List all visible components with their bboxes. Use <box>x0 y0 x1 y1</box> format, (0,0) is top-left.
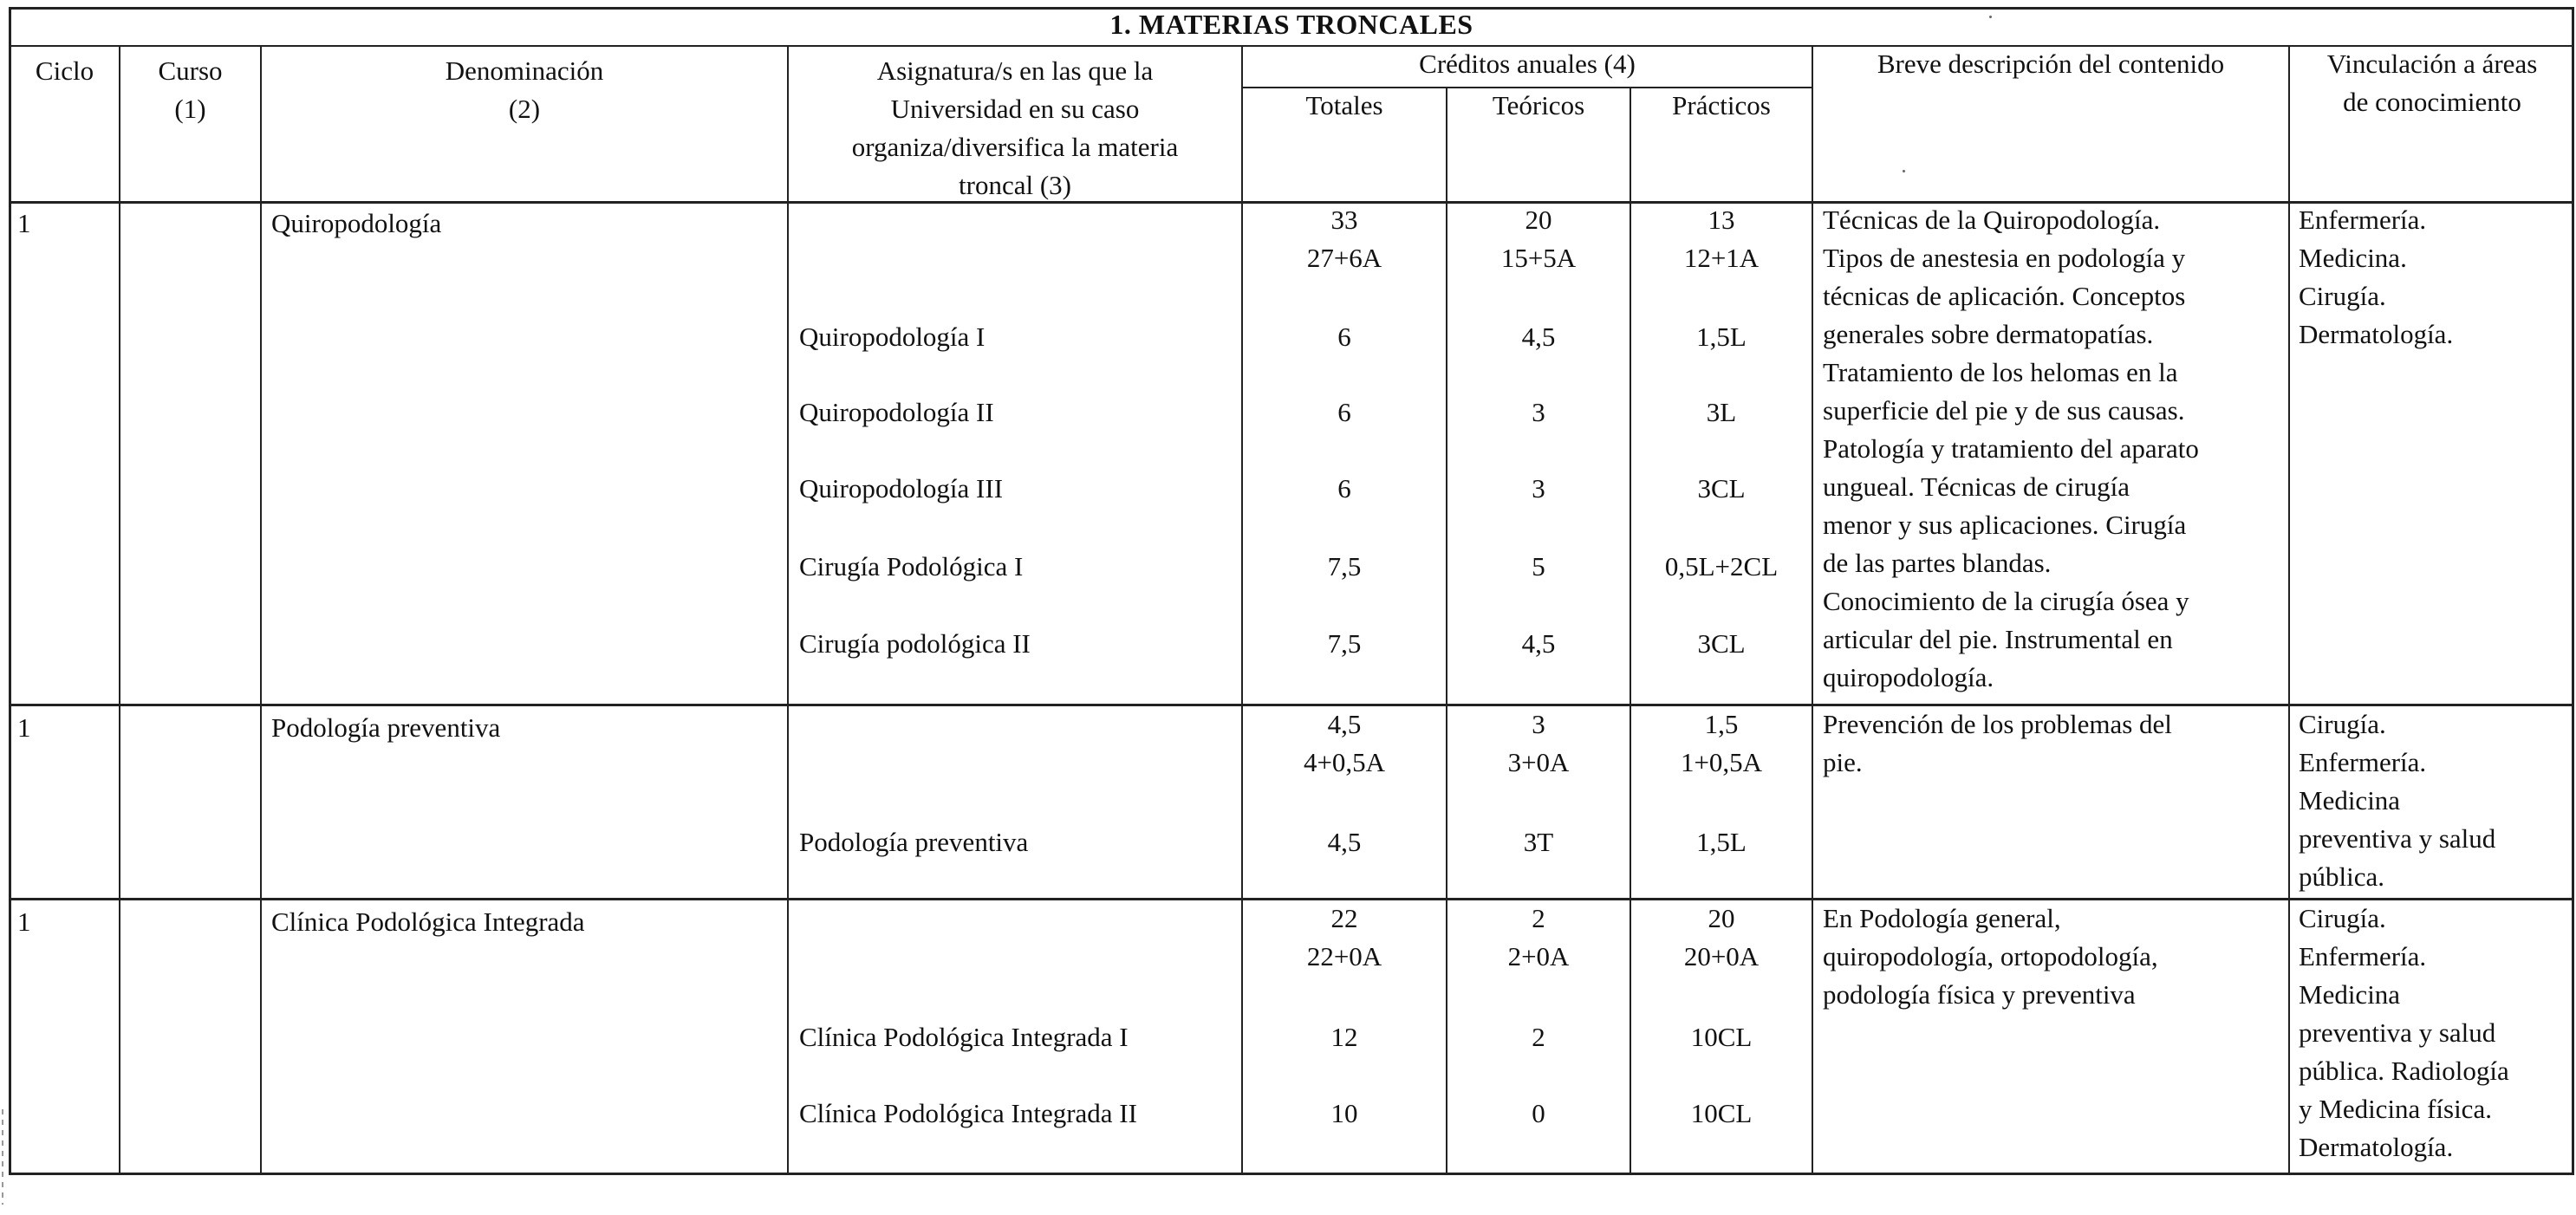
asignatura-teoricos: 5 <box>1532 551 1545 582</box>
materia-ciclo: 1 <box>17 906 31 937</box>
vinculacion-line: preventiva y salud <box>2299 1017 2496 1048</box>
materia-totales <box>1243 900 1446 976</box>
header-asignatura-line: Universidad en su caso <box>890 94 1140 124</box>
vinculacion-line: Cirugía. <box>2299 281 2386 311</box>
materia-denominacion: Clínica Podológica Integrada <box>271 906 585 937</box>
col-rule-3 <box>787 45 789 1175</box>
materia-practicos-line: 20 <box>1708 903 1735 933</box>
header-denominacion-line: Denominación <box>445 55 604 86</box>
descripcion-line: técnicas de aplicación. Conceptos <box>1823 281 2186 311</box>
materia-teoricos-line: 2 <box>1532 903 1545 933</box>
asignatura-nombre: Cirugía podológica II <box>799 628 1031 659</box>
header-creditos: Créditos anuales (4) <box>1419 49 1636 79</box>
asignatura-practicos: 3CL <box>1697 628 1746 659</box>
vinculacion-line: Cirugía. <box>2299 709 2386 739</box>
header-vinculacion-line: de conocimiento <box>2343 87 2521 117</box>
materia-teoricos <box>1447 705 1630 782</box>
header-curso <box>120 52 260 128</box>
descripcion-line: pie. <box>1823 747 1863 777</box>
descripcion-line: En Podología general, <box>1823 903 2061 933</box>
vinculacion-line: pública. <box>2299 861 2384 892</box>
descripcion-line: Tratamiento de los helomas en la <box>1823 357 2178 387</box>
materia-totales-line: 4,5 <box>1327 709 1362 739</box>
vinculacion-line: Dermatología. <box>2299 319 2454 349</box>
materia-totales <box>1243 705 1446 782</box>
header-vinculacion-line: Vinculación a áreas <box>2326 49 2538 79</box>
asignatura-teoricos: 4,5 <box>1521 628 1556 659</box>
header-asignatura-line: Asignatura/s en las que la <box>876 55 1154 86</box>
asignatura-totales: 4,5 <box>1327 827 1362 857</box>
vinculacion-line: preventiva y salud <box>2299 823 2496 854</box>
materia-denominacion: Quiropodología <box>271 208 442 238</box>
asignatura-totales: 7,5 <box>1327 551 1362 582</box>
descripcion-line: Conocimiento de la cirugía ósea y <box>1823 586 2189 616</box>
header-vinculacion <box>2290 45 2574 121</box>
asignatura-totales: 6 <box>1337 397 1351 427</box>
materia-vinculacion <box>2299 900 2509 1166</box>
asignatura-totales: 12 <box>1330 1022 1358 1052</box>
materia-practicos-line: 13 <box>1708 205 1735 235</box>
asignatura-teoricos: 3T <box>1523 827 1554 857</box>
materia-practicos-line: 12+1A <box>1683 243 1760 273</box>
header-curso-line: (1) <box>174 94 206 124</box>
asignatura-teoricos: 4,5 <box>1521 322 1556 352</box>
materia-teoricos-line: 20 <box>1525 205 1552 235</box>
scan-edge-mark <box>2 1109 3 1205</box>
materia-totales-line: 4+0,5A <box>1303 747 1386 777</box>
asignatura-teoricos: 0 <box>1532 1098 1545 1128</box>
vinculacion-line: Medicina. <box>2299 243 2407 273</box>
asignatura-nombre: Cirugía Podológica I <box>799 551 1024 582</box>
vinculacion-line: Enfermería. <box>2299 205 2427 235</box>
asignatura-totales: 10 <box>1330 1098 1358 1128</box>
col-rule-1 <box>119 45 120 1175</box>
materia-ciclo: 1 <box>17 208 31 238</box>
asignatura-nombre: Quiropodología II <box>799 397 994 427</box>
vinculacion-line: Dermatología. <box>2299 1132 2454 1162</box>
header-asignatura-line: organiza/diversifica la materia <box>851 132 1179 162</box>
materia-practicos <box>1631 900 1812 976</box>
header-teoricos: Teóricos <box>1492 90 1585 120</box>
asignatura-teoricos: 3 <box>1532 473 1545 504</box>
asignatura-practicos: 1,5L <box>1696 827 1747 857</box>
descripcion-line: superficie del pie y de sus causas. <box>1823 395 2185 426</box>
materia-practicos <box>1631 201 1812 277</box>
vinculacion-line: Enfermería. <box>2299 747 2427 777</box>
materia-teoricos-line: 3+0A <box>1507 747 1570 777</box>
materia-practicos <box>1631 705 1812 782</box>
header-denominacion <box>262 52 787 128</box>
materia-totales-line: 27+6A <box>1306 243 1382 273</box>
descripcion-line: quiropodología. <box>1823 662 1994 692</box>
materia-practicos-line: 1+0,5A <box>1680 747 1763 777</box>
materia-totales-line: 33 <box>1330 205 1358 235</box>
header-denominacion-line: (2) <box>508 94 541 124</box>
asignatura-nombre: Quiropodología I <box>799 322 986 352</box>
header-curso-line: Curso <box>158 55 223 86</box>
asignatura-practicos: 0,5L+2CL <box>1664 551 1779 582</box>
header-ciclo: Ciclo <box>35 55 94 86</box>
asignatura-nombre: Clínica Podológica Integrada II <box>799 1098 1137 1128</box>
materia-vinculacion <box>2299 705 2495 896</box>
descripcion-line: podología física y preventiva <box>1823 979 2136 1010</box>
materia-ciclo: 1 <box>17 712 31 743</box>
scan-speck <box>1903 170 1905 172</box>
header-asignatura-line: troncal (3) <box>959 170 1071 200</box>
materia-totales-line: 22+0A <box>1306 941 1382 971</box>
vinculacion-line: Enfermería. <box>2299 941 2427 971</box>
asignatura-teoricos: 3 <box>1532 397 1545 427</box>
vinculacion-line: Medicina <box>2299 785 2401 815</box>
header-descripcion: Breve descripción del contenido <box>1877 49 2225 79</box>
descripcion-line: Técnicas de la Quiropodología. <box>1823 205 2161 235</box>
vinculacion-line: y Medicina física. <box>2299 1094 2492 1124</box>
descripcion-line: Prevención de los problemas del <box>1823 709 2172 739</box>
vinculacion-line: Cirugía. <box>2299 903 2386 933</box>
materia-descripcion <box>1823 201 2199 697</box>
materia-teoricos-line: 3 <box>1532 709 1545 739</box>
header-asignatura <box>789 52 1241 205</box>
materia-totales-line: 22 <box>1330 903 1358 933</box>
materia-denominacion: Podología preventiva <box>271 712 501 743</box>
materia-practicos-line: 1,5 <box>1704 709 1739 739</box>
materia-descripcion <box>1823 705 2172 782</box>
vinculacion-line: Medicina <box>2299 979 2401 1010</box>
asignatura-teoricos: 2 <box>1532 1022 1545 1052</box>
asignatura-totales: 7,5 <box>1327 628 1362 659</box>
materia-descripcion <box>1823 900 2158 1014</box>
materia-teoricos <box>1447 201 1630 277</box>
descripcion-line: articular del pie. Instrumental en <box>1823 624 2173 654</box>
asignatura-totales: 6 <box>1337 473 1351 504</box>
descripcion-line: generales sobre dermatopatías. <box>1823 319 2154 349</box>
descripcion-line: Tipos de anestesia en podología y <box>1823 243 2186 273</box>
asignatura-nombre: Quiropodología III <box>799 473 1004 504</box>
materia-teoricos-line: 15+5A <box>1500 243 1577 273</box>
asignatura-practicos: 10CL <box>1690 1022 1753 1052</box>
vinculacion-line: pública. Radiología <box>2299 1056 2509 1086</box>
materia-vinculacion <box>2299 201 2453 354</box>
materia-teoricos-line: 2+0A <box>1507 941 1570 971</box>
asignatura-practicos: 3CL <box>1697 473 1746 504</box>
descripcion-line: Patología y tratamiento del aparato <box>1823 433 2199 464</box>
asignatura-totales: 6 <box>1337 322 1351 352</box>
scan-speck <box>1989 16 1992 18</box>
asignatura-practicos: 1,5L <box>1696 322 1747 352</box>
col-rule-7 <box>1812 45 1813 1175</box>
header-practicos: Prácticos <box>1672 90 1771 120</box>
materia-totales <box>1243 201 1446 277</box>
col-rule-2 <box>260 45 262 1175</box>
col-rule-8 <box>2288 45 2290 1175</box>
materia-teoricos <box>1447 900 1630 976</box>
asignatura-practicos: 10CL <box>1690 1098 1753 1128</box>
descripcion-line: ungueal. Técnicas de cirugía <box>1823 471 2130 502</box>
descripcion-line: menor y sus aplicaciones. Cirugía <box>1823 510 2187 540</box>
section-title: 1. MATERIAS TRONCALES <box>1109 9 1473 40</box>
header-totales: Totales <box>1305 90 1383 120</box>
asignatura-nombre: Podología preventiva <box>799 827 1029 857</box>
descripcion-line: quiropodología, ortopodología, <box>1823 941 2158 971</box>
materia-practicos-line: 20+0A <box>1683 941 1760 971</box>
asignatura-practicos: 3L <box>1706 397 1737 427</box>
asignatura-nombre: Clínica Podológica Integrada I <box>799 1022 1129 1052</box>
descripcion-line: de las partes blandas. <box>1823 548 2052 578</box>
